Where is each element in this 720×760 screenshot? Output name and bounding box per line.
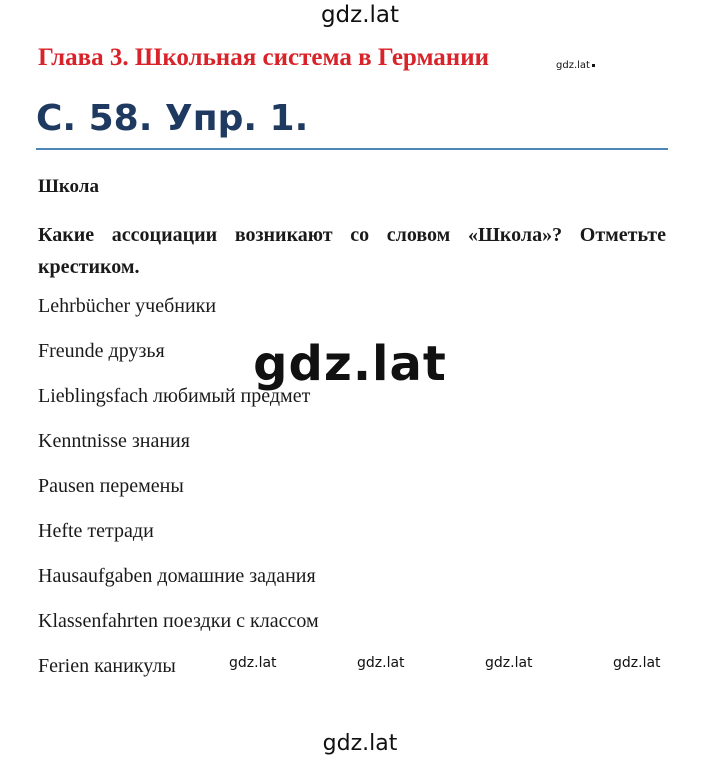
- watermark-center: gdz.lat: [253, 336, 447, 392]
- watermark-row-1: gdz.lat: [229, 655, 277, 671]
- watermark-small: gdz.lat: [556, 60, 590, 71]
- list-item: Freunde друзья: [38, 340, 165, 362]
- list-item: Lieblingsfach любимый предмет: [38, 385, 311, 407]
- list-item: Pausen перемены: [38, 475, 184, 497]
- list-item: Hausaufgaben домашние задания: [38, 565, 316, 587]
- heading-divider: [36, 148, 668, 150]
- watermark-row-4: gdz.lat: [613, 655, 661, 671]
- watermark-bottom: gdz.lat: [322, 731, 398, 756]
- list-item: Hefte тетради: [38, 520, 154, 542]
- list-item: Klassenfahrten поездки с классом: [38, 610, 319, 632]
- section-title: Школа: [38, 176, 99, 197]
- list-item: Ferien каникулы: [38, 655, 176, 677]
- watermark-row-3: gdz.lat: [485, 655, 533, 671]
- watermark-top: gdz.lat: [320, 2, 400, 28]
- question-text: Какие ассоциации возникают со словом «Школа»? Отметьте крестиком.: [38, 224, 666, 278]
- list-item: Lehrbücher учебники: [38, 295, 217, 317]
- list-item: Kenntnisse знания: [38, 430, 190, 452]
- watermark-row-2: gdz.lat: [357, 655, 405, 671]
- chapter-title: Глава 3. Школьная система в Германии: [38, 44, 490, 71]
- watermark-dot: [592, 64, 595, 67]
- exercise-heading: С. 58. Упр. 1.: [36, 98, 309, 139]
